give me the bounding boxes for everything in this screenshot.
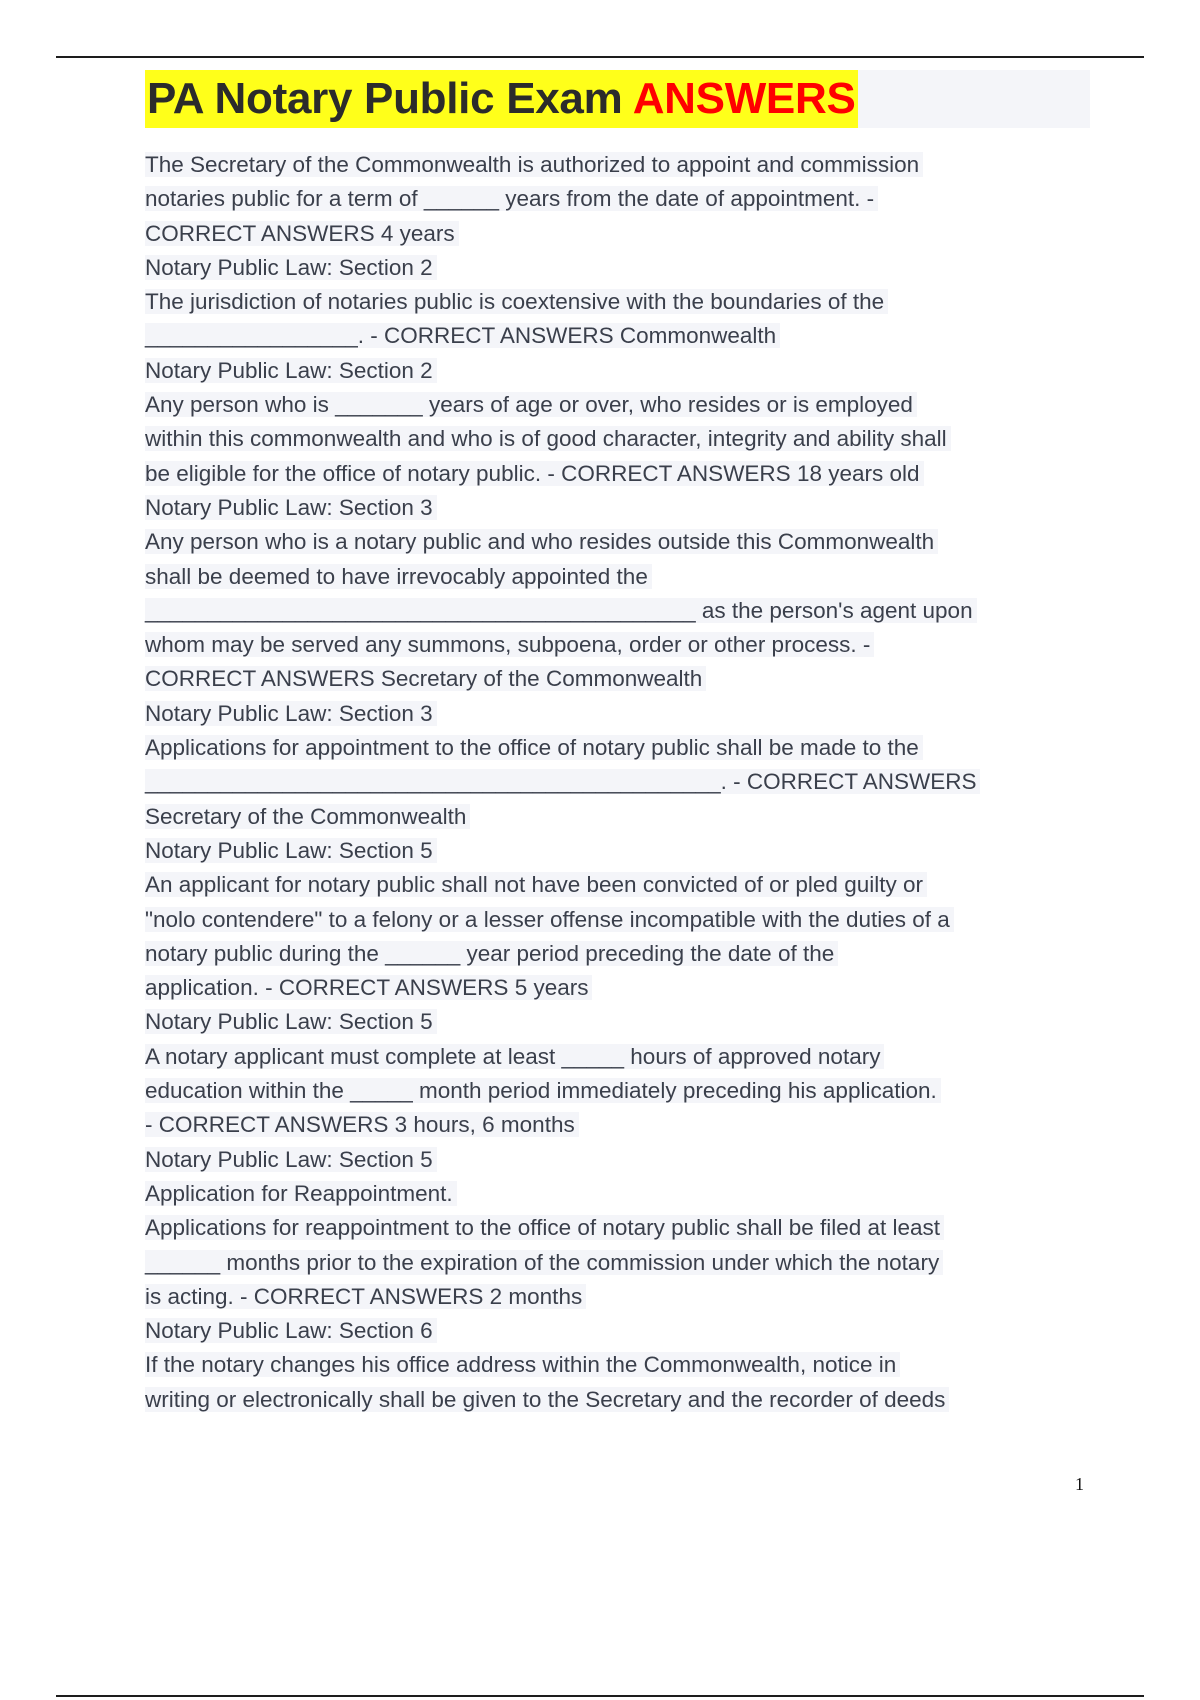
text-line: application. - CORRECT ANSWERS 5 years [145, 971, 1090, 1005]
text-line: is acting. - CORRECT ANSWERS 2 months [145, 1280, 1090, 1314]
text-line: The Secretary of the Commonwealth is authorized to appoint and commission [145, 148, 1090, 182]
text-line: Notary Public Law: Section 5 [145, 1143, 1090, 1177]
text-line: ______________________________________________. - CORRECT ANSWERS [145, 765, 1090, 799]
text-line: shall be deemed to have irrevocably appointed the [145, 560, 1090, 594]
text-line: A notary applicant must complete at least _____ hours of approved notary [145, 1040, 1090, 1074]
text-line: Notary Public Law: Section 5 [145, 1005, 1090, 1039]
text-line: ____________________________________________ as the person's agent upon [145, 594, 1090, 628]
text-line: notary public during the ______ year period preceding the date of the [145, 937, 1090, 971]
text-line: Notary Public Law: Section 2 [145, 354, 1090, 388]
text-line: education within the _____ month period immediately preceding his application. [145, 1074, 1090, 1108]
text-line: Notary Public Law: Section 3 [145, 697, 1090, 731]
title-accent: ANSWERS [632, 74, 856, 123]
document-body [145, 70, 1090, 1417]
page-number: 1 [1075, 1474, 1084, 1494]
text-line: ______ months prior to the expiration of the commission under which the notary [145, 1246, 1090, 1280]
text-line: _________________. - CORRECT ANSWERS Commonwealth [145, 319, 1090, 353]
document-title [145, 70, 858, 128]
bottom-divider [56, 1695, 1144, 1697]
text-line: within this commonwealth and who is of good character, integrity and ability shall [145, 422, 1090, 456]
text-line: Notary Public Law: Section 6 [145, 1314, 1090, 1348]
text-line: If the notary changes his office address within the Commonwealth, notice in [145, 1348, 1090, 1382]
title-row [145, 70, 1090, 128]
title-main: PA Notary Public Exam [147, 74, 633, 123]
text-line: Any person who is _______ years of age or over, who resides or is employed [145, 388, 1090, 422]
text-line: - CORRECT ANSWERS 3 hours, 6 months [145, 1108, 1090, 1142]
top-divider [56, 56, 1144, 58]
text-line: notaries public for a term of ______ years from the date of appointment. - [145, 182, 1090, 216]
text-line: Any person who is a notary public and who resides outside this Commonwealth [145, 525, 1090, 559]
text-line: The jurisdiction of notaries public is coextensive with the boundaries of the [145, 285, 1090, 319]
text-line: whom may be served any summons, subpoena, order or other process. - [145, 628, 1090, 662]
text-line: Notary Public Law: Section 5 [145, 834, 1090, 868]
text-line: Applications for appointment to the office of notary public shall be made to the [145, 731, 1090, 765]
text-line: "nolo contendere" to a felony or a lesser offense incompatible with the duties of a [145, 903, 1090, 937]
text-line: Notary Public Law: Section 3 [145, 491, 1090, 525]
text-line: be eligible for the office of notary public. - CORRECT ANSWERS 18 years old [145, 457, 1090, 491]
text-line: CORRECT ANSWERS Secretary of the Commonwealth [145, 662, 1090, 696]
text-line: CORRECT ANSWERS 4 years [145, 217, 1090, 251]
text-line: writing or electronically shall be given to the Secretary and the recorder of deeds [145, 1383, 1090, 1417]
text-line: Notary Public Law: Section 2 [145, 251, 1090, 285]
text-line: An applicant for notary public shall not have been convicted of or pled guilty or [145, 868, 1090, 902]
text-line: Applications for reappointment to the office of notary public shall be filed at least [145, 1211, 1090, 1245]
text-line: Application for Reappointment. [145, 1177, 1090, 1211]
text-line: Secretary of the Commonwealth [145, 800, 1090, 834]
answer-list [145, 148, 1090, 1417]
